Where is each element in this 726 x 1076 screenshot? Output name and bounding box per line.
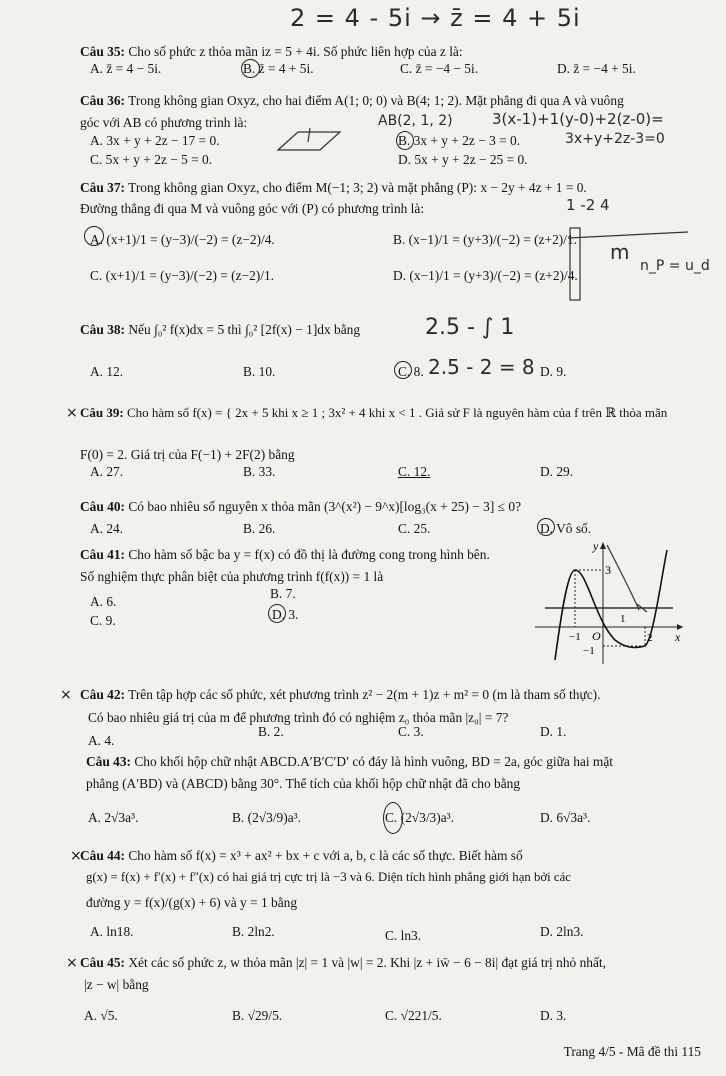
handwritten-note-normal: n_P = u_d [640, 258, 710, 274]
cross-mark: × [60, 687, 72, 703]
question-label: Câu 42: [80, 687, 126, 702]
option-d[interactable]: D. 3. [272, 607, 299, 622]
answer-circle [394, 361, 412, 379]
option-a[interactable]: A. 4. [88, 733, 115, 748]
question-text-line2: Đường thẳng đi qua M và vuông góc với (P) có phương trình là: [80, 201, 425, 216]
option-d[interactable]: D. Vô số. [540, 521, 592, 536]
handwritten-note-ab: AB(2, 1, 2) [378, 113, 453, 129]
question-37 [80, 178, 705, 197]
cross-mark: × [70, 848, 82, 864]
question-text: Trên tập hợp các số phức, xét phương trình z² − 2(m + 1)z + m² = 0 (m là tham số thực). [128, 687, 601, 702]
question-label: Câu 38: [80, 322, 126, 337]
option-b[interactable]: B. 26. [243, 521, 276, 536]
option-a[interactable]: A. (x+1)/1 = (y−3)/(−2) = (z−2)/4. [90, 232, 275, 247]
answer-circle [84, 226, 104, 246]
question-label: Câu 40: [80, 499, 126, 514]
graph-origin: O [592, 629, 601, 643]
question-label: Câu 43: [86, 754, 132, 769]
graph-x-label: x [675, 630, 681, 644]
handwritten-note-calc2: 2.5 - 2 = 8 [428, 355, 535, 379]
question-label: Câu 39: [80, 405, 124, 420]
option-a[interactable]: A. 24. [90, 521, 124, 536]
question-text: Trong không gian Oxyz, cho điểm M(−1; 3; 2) và mặt phẳng (P): x − 2y + 4z + 1 = 0. [128, 180, 587, 195]
option-a[interactable]: A. 6. [90, 594, 117, 609]
graph-tick-3: 3 [605, 563, 611, 577]
question-text-line2: phẳng (A′BD) và (ABCD) bằng 30°. Thể tích của khối hộp chữ nhật đã cho bằng [86, 776, 521, 791]
option-b[interactable]: B. 10. [243, 364, 276, 379]
question-label: Câu 41: [80, 547, 126, 562]
question-text-line2: Số nghiệm thực phân biệt của phương trình f(f(x)) = 1 là [80, 569, 384, 584]
option-a[interactable]: A. ln18. [90, 924, 134, 939]
option-a[interactable]: A. 12. [90, 364, 124, 379]
page-footer: Trang 4/5 - Mã đề thi 115 [563, 1044, 701, 1059]
option-d[interactable]: D. 3. [540, 1008, 567, 1023]
question-text-line2: g(x) = f(x) + f′(x) + f″(x) có hai giá trị cực trị là −3 và 6. Diện tích hình phẳng giới hạn bởi các [86, 870, 571, 884]
question-38 [80, 320, 705, 339]
option-c[interactable]: C. 5x + y + 2z − 5 = 0. [90, 152, 213, 167]
question-text: Cho hàm số f(x) = x³ + ax² + bx + c với a, b, c là các số thực. Biết hàm số [128, 848, 523, 863]
question-text-line3: đường y = f(x)/(g(x) + 6) và y = 1 bằng [86, 895, 298, 910]
answer-circle [383, 802, 403, 834]
question-text: Cho khối hộp chữ nhật ABCD.A′B′C′D′ có đáy là hình vuông, BD = 2a, góc giữa hai mặt [134, 754, 613, 769]
handwritten-note-vector: 1 -2 4 [566, 196, 610, 214]
question-label: Câu 45: [80, 955, 126, 970]
option-b[interactable]: B. 2ln2. [232, 924, 275, 939]
answer-circle [241, 59, 260, 78]
question-label: Câu 35: [80, 44, 126, 59]
option-a[interactable]: A. z̄ = 4 − 5i. [90, 61, 162, 76]
question-36 [80, 91, 705, 110]
option-a[interactable]: A. 2√3a³. [88, 810, 139, 825]
question-label: Câu 37: [80, 180, 126, 195]
handwritten-note-top: 2 = 4 - 5i → z̄ = 4 + 5i [290, 4, 581, 32]
option-d[interactable]: D. 1. [540, 724, 567, 739]
answer-circle [396, 131, 414, 150]
answer-circle [268, 604, 286, 623]
option-d[interactable]: D. 29. [540, 464, 574, 479]
cross-mark: × [66, 405, 78, 421]
option-d[interactable]: D. 2ln3. [540, 924, 584, 939]
graph-y-label: y [593, 540, 599, 553]
handwritten-sketch [268, 126, 348, 158]
question-text: Có bao nhiêu số nguyên x thỏa mãn (3^(x²) − 9^x)[log₃(x + 25) − 3] ≤ 0? [128, 499, 522, 514]
option-c[interactable]: C. 25. [398, 521, 431, 536]
option-b[interactable]: B. √29/5. [232, 1008, 283, 1023]
option-b[interactable]: B. (2√3/9)a³. [232, 810, 302, 825]
handwritten-note-plane: 3(x-1)+1(y-0)+2(z-0)= [492, 110, 664, 128]
answer-circle [537, 518, 555, 536]
question-text-line2: góc với AB có phương trình là: [80, 115, 248, 130]
option-c[interactable]: C. (2√3/3)a³. [385, 810, 455, 825]
handwritten-note-plane-eq: 3x+y+2z-3=0 [565, 131, 665, 147]
option-c[interactable]: C. 3. [398, 724, 424, 739]
cubic-graph [535, 540, 685, 665]
cross-mark: × [66, 955, 78, 971]
question-text: Trong không gian Oxyz, cho hai điểm A(1; 0; 0) và B(4; 1; 2). Mặt phẳng đi qua A và vuông [128, 93, 624, 108]
question-text-line2: F(0) = 2. Giá trị của F(−1) + 2F(2) bằng [80, 447, 295, 462]
question-text: Cho hàm số f(x) = { 2x + 5 khi x ≥ 1 ; 3x² + 4 khi x < 1 . Giả sử F là nguyên hàm của f trên ℝ thỏa mãn [126, 405, 668, 420]
question-text-line2: Có bao nhiêu giá trị của m để phương trình đó có nghiệm z₀ thỏa mãn |z₀| = 7? [88, 710, 509, 725]
option-c[interactable]: C. 12. [398, 464, 431, 479]
option-d[interactable]: D. (x−1)/1 = (y+3)/(−2) = (z+2)/4. [393, 268, 578, 283]
option-a[interactable]: A. √5. [84, 1008, 118, 1023]
question-text: Cho số phức z thỏa mãn iz = 5 + 4i. Số phức liên hợp của z là: [128, 44, 463, 59]
graph-tick-minus1: −1 [583, 645, 595, 657]
question-text: Nếu ∫₀² f(x)dx = 5 thì ∫₀² [2f(x) − 1]dx bằng [128, 322, 361, 337]
option-d[interactable]: D. 6√3a³. [540, 810, 591, 825]
option-c[interactable]: C. 9. [90, 613, 116, 628]
option-d[interactable]: D. z̄ = −4 + 5i. [557, 61, 636, 76]
question-text: Xét các số phức z, w thỏa mãn |z| = 1 và |w| = 2. Khi |z + iw̄ − 6 − 8i| đạt giá trị nhỏ nhất, [128, 955, 606, 970]
question-text: Cho hàm số bậc ba y = f(x) có đồ thị là đường cong trong hình bên. [128, 547, 490, 562]
option-b[interactable]: B. 2. [258, 724, 284, 739]
option-a[interactable]: A. 3x + y + 2z − 17 = 0. [90, 133, 220, 148]
question-44 [80, 846, 705, 865]
option-b[interactable]: B. 7. [270, 586, 296, 601]
question-text-line2: |z − w| bằng [84, 977, 149, 992]
option-c[interactable]: C. (x+1)/1 = (y−3)/(−2) = (z−2)/1. [90, 268, 275, 283]
graph-tick-2: 2 [647, 632, 653, 644]
graph-tick-1: 1 [620, 613, 626, 625]
option-d[interactable]: D. 5x + y + 2z − 25 = 0. [398, 152, 528, 167]
option-c[interactable]: C. √221/5. [385, 1008, 442, 1023]
handwritten-note-m: m [610, 240, 630, 264]
option-b[interactable]: B. 3x + y + 2z − 3 = 0. [398, 133, 521, 148]
option-a[interactable]: A. 27. [90, 464, 124, 479]
question-43 [86, 752, 711, 771]
question-39 [80, 403, 705, 422]
question-42 [80, 685, 705, 704]
question-40 [80, 497, 705, 516]
option-c[interactable]: C. 8. [398, 364, 424, 379]
option-b[interactable]: B. z̄ = 4 + 5i. [243, 61, 314, 76]
option-d[interactable]: D. 9. [540, 364, 567, 379]
option-c[interactable]: C. z̄ = −4 − 5i. [400, 61, 479, 76]
option-c[interactable]: C. ln3. [385, 928, 422, 943]
question-35 [80, 42, 705, 61]
handwritten-note-calc: 2.5 - ∫ 1 [425, 315, 515, 340]
option-b[interactable]: B. 33. [243, 464, 276, 479]
question-label: Câu 36: [80, 93, 126, 108]
question-label: Câu 44: [80, 848, 126, 863]
graph-tick-minus1-x: −1 [569, 631, 581, 643]
option-b[interactable]: B. (x−1)/1 = (y+3)/(−2) = (z+2)/1. [393, 232, 578, 247]
question-45 [80, 953, 705, 972]
